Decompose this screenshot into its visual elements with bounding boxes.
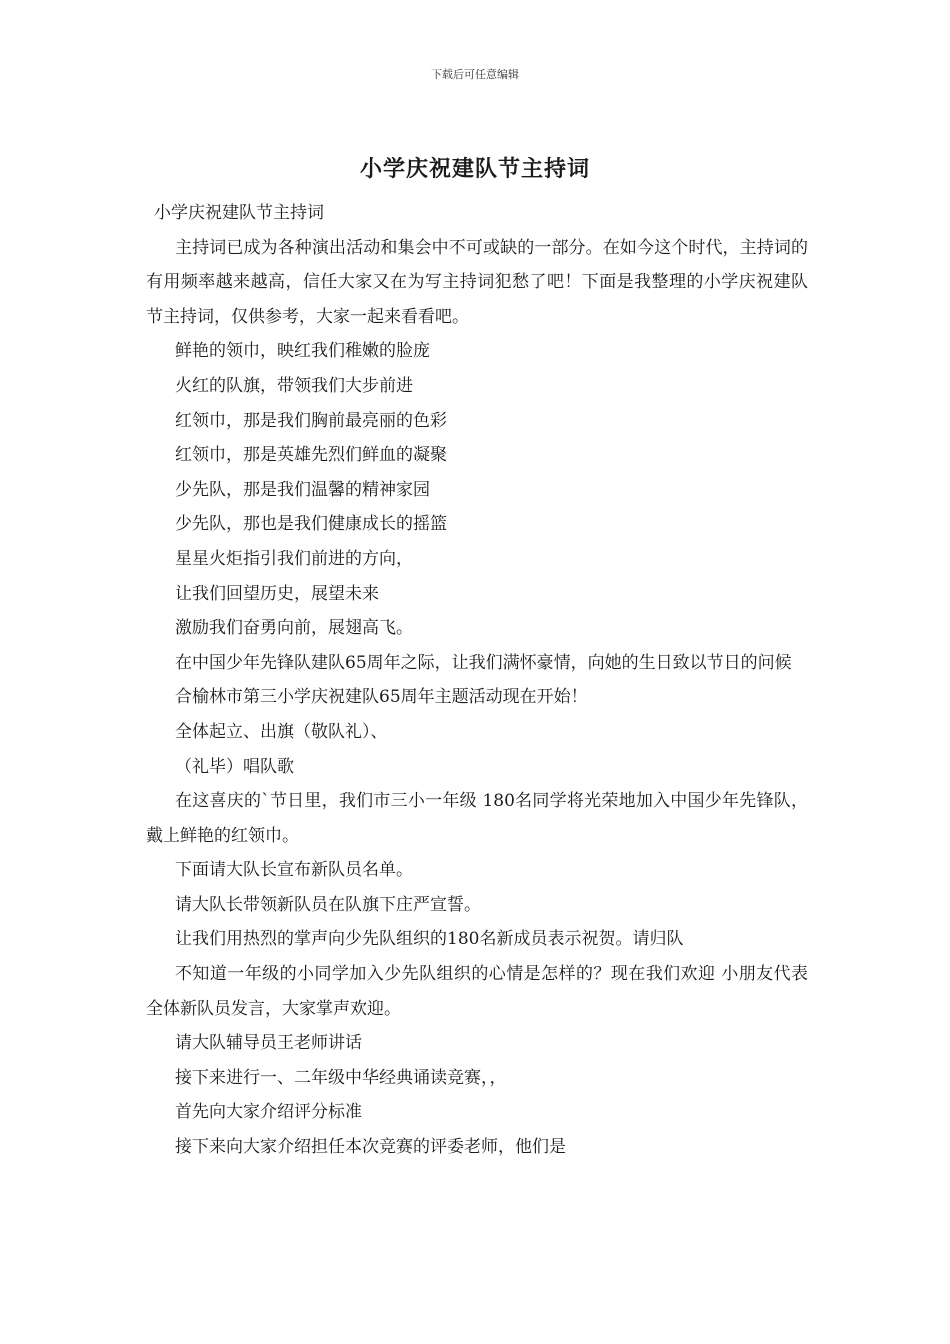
paragraph: 下面请大队长宣布新队员名单。 xyxy=(175,860,413,881)
paragraph: 在中国少年先锋队建队65周年之际，让我们满怀豪情，向她的生日致以节日的问候 xyxy=(175,652,792,673)
paragraph: 红领巾，那是英雄先烈们鲜血的凝聚 xyxy=(175,445,447,466)
paragraph: （礼毕）唱队歌 xyxy=(175,756,294,777)
paragraph: 少先队，那也是我们健康成长的摇篮 xyxy=(175,514,447,535)
paragraph: 不知道一年级的小同学加入少先队组织的心情是怎样的？现在我们欢迎 小朋友代表全体新队员发言，大家掌声欢迎。 xyxy=(146,964,808,1019)
paragraph: 少先队，那是我们温馨的精神家园 xyxy=(175,479,430,500)
document-body xyxy=(146,196,808,1165)
paragraph: 请大队辅导员王老师讲话 xyxy=(175,1033,362,1054)
paragraph: 首先向大家介绍评分标准 xyxy=(175,1102,362,1123)
paragraph: 鲜艳的领巾，映红我们稚嫩的脸庞 xyxy=(175,341,430,362)
paragraph: 星星火炬指引我们前进的方向， xyxy=(175,548,413,569)
paragraph: 主持词已成为各种演出活动和集会中不可或缺的一部分。在如今这个时代，主持词的有用频率越来越高，信任大家又在为写主持词犯愁了吧！下面是我整理的小学庆祝建队节主持词，仅供参考，大家一起来看看吧。 xyxy=(146,237,808,327)
page-header-note: 下载后可任意编辑 xyxy=(431,68,519,81)
paragraph: 让我们用热烈的掌声向少先队组织的180名新成员表示祝贺。请归队 xyxy=(175,929,684,950)
paragraph: 红领巾，那是我们胸前最亮丽的色彩 xyxy=(175,410,447,431)
paragraph: 接下来进行一、二年级中华经典诵读竞赛，， xyxy=(175,1067,507,1088)
paragraph: 接下来向大家介绍担任本次竞赛的评委老师，他们是 xyxy=(175,1137,566,1158)
paragraph: 让我们回望历史，展望未来 xyxy=(175,583,379,604)
document-title: 小学庆祝建队节主持词 xyxy=(359,156,590,182)
paragraph: 合榆林市第三小学庆祝建队65周年主题活动现在开始！ xyxy=(175,687,588,708)
paragraph: 激励我们奋勇向前，展翅高飞。 xyxy=(175,618,413,639)
paragraph: 小学庆祝建队节主持词 xyxy=(154,203,324,223)
paragraph: 在这喜庆的`节日里，我们市三小一年级 180名同学将光荣地加入中国少年先锋队，戴上鲜艳的红领巾。 xyxy=(146,791,808,846)
paragraph: 请大队长带领新队员在队旗下庄严宣誓。 xyxy=(175,894,481,915)
paragraph: 火红的队旗，带领我们大步前进 xyxy=(175,375,413,396)
paragraph: 全体起立、出旗（敬队礼）、 xyxy=(175,721,388,742)
